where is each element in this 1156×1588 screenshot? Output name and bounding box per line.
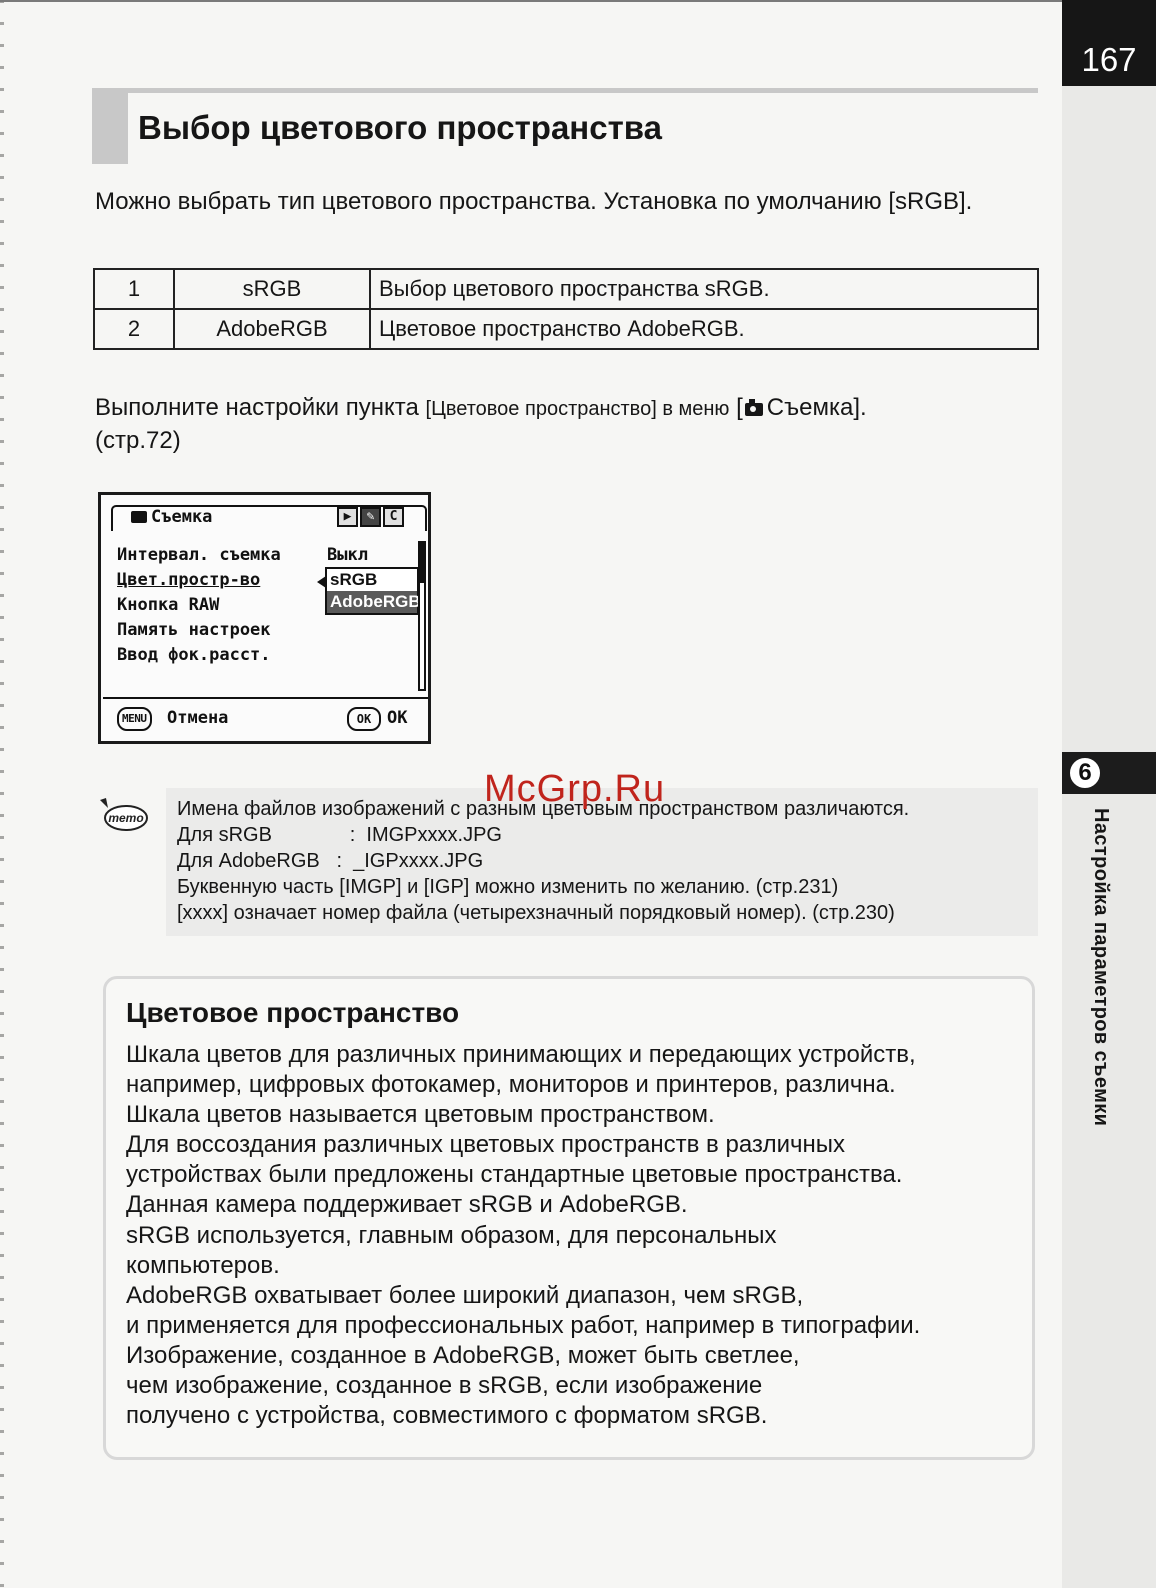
page-title: Выбор цветового пространства xyxy=(138,109,662,146)
top-rule xyxy=(0,0,1062,2)
menu-button-icon: MENU xyxy=(117,707,152,731)
screen-menu-item: Интервал. съемка xyxy=(117,545,281,565)
memo-line: [xxxx] означает номер файла (четырехзначный порядковый номер). (стр.230) xyxy=(177,902,895,924)
glossary-line: устройствах были предложены стандартные цветовые пространства. xyxy=(126,1161,903,1189)
page-number: 167 xyxy=(1081,41,1137,78)
glossary-text xyxy=(126,1040,920,1431)
instruction-item: [Цветовое пространство] в меню xyxy=(425,398,730,420)
glossary-line: sRGB используется, главным образом, для персональных xyxy=(126,1221,777,1249)
chapter-number: 6 xyxy=(1068,756,1102,790)
glossary-line: компьютеров. xyxy=(126,1251,280,1279)
glossary-line: например, цифровых фотокамер, мониторов и принтеров, различна. xyxy=(126,1071,896,1099)
instruction-text xyxy=(95,392,1055,456)
screen-tab-title: Съемка xyxy=(151,507,213,527)
glossary-line: Данная камера поддерживает sRGB и AdobeRGB. xyxy=(126,1191,688,1219)
option-name: AdobeRGB xyxy=(174,309,370,349)
intro-text: Можно выбрать тип цветового пространства. Установка по умолчанию [sRGB]. xyxy=(95,188,973,215)
screen-cancel-label: Отмена xyxy=(167,708,229,728)
option-number: 1 xyxy=(94,269,174,309)
screen-item-value: Выкл xyxy=(327,545,368,565)
custom-tab-icon: C xyxy=(383,507,404,527)
screen-menu-item-selected: Цвет.простр-во xyxy=(117,570,261,590)
heading-block xyxy=(92,88,128,164)
memo-text xyxy=(177,796,909,926)
watermark: McGrp.Ru xyxy=(484,768,666,810)
wrench-tab-icon: ✎ xyxy=(360,507,381,527)
dropdown-option: sRGB xyxy=(330,570,378,589)
glossary-line: Для воссоздания различных цветовых пространств в различных xyxy=(126,1131,846,1159)
glossary-title: Цветовое пространство xyxy=(126,997,460,1028)
glossary-line: получено с устройства, совместимого с форматом sRGB. xyxy=(126,1402,768,1430)
screen-tabs xyxy=(337,507,404,527)
dropdown-option-selected: AdobeRGB xyxy=(327,591,417,613)
memo-line: Для AdobeRGB : _IGPxxxx.JPG xyxy=(177,850,484,872)
camera-icon xyxy=(131,511,147,523)
option-desc: Выбор цветового пространства sRGB. xyxy=(370,269,1038,309)
memo-icon xyxy=(96,796,148,836)
instruction-part2: [ xyxy=(729,394,743,421)
memo-icon-label: memo xyxy=(108,811,144,825)
screen-menu-list xyxy=(117,543,281,668)
ok-button-icon: OK xyxy=(347,707,381,731)
screen-menu-item: Ввод фок.расст. xyxy=(117,645,271,665)
memo-line: Буквенную часть [IMGP] и [IGP] можно изменить по желанию. (стр.231) xyxy=(177,876,839,898)
screen-dropdown xyxy=(325,567,419,615)
option-name: sRGB xyxy=(174,269,370,309)
instruction-menu: Съемка]. xyxy=(766,394,867,421)
memo-line: Имена файлов изображений с разным цветовым пространством различаются. xyxy=(177,798,910,820)
table-row xyxy=(94,269,1038,309)
screen-scrollbar-thumb xyxy=(418,541,426,583)
chapter-title: Настройка параметров съемки xyxy=(1090,808,1112,1127)
screen-menu-item: Кнопка RAW xyxy=(117,595,220,615)
screen-menu-item: Память настроек xyxy=(117,620,271,640)
scan-edge xyxy=(0,0,4,1588)
glossary-line: и применяется для профессиональных работ, например в типографии. xyxy=(126,1311,921,1339)
glossary-line: Изображение, созданное в AdobeRGB, может быть светлее, xyxy=(126,1341,800,1369)
instruction-ref: (стр.72) xyxy=(95,427,181,454)
camera-menu-screen xyxy=(98,492,431,744)
glossary-line: Шкала цветов для различных принимающих и передающих устройств, xyxy=(126,1041,916,1068)
table-row xyxy=(94,309,1038,349)
options-table xyxy=(93,268,1039,350)
heading-rule xyxy=(92,88,1038,93)
instruction-part1: Выполните настройки пункта xyxy=(95,394,426,421)
glossary-line: Шкала цветов называется цветовым пространством. xyxy=(126,1101,715,1129)
option-desc: Цветовое пространство AdobeRGB. xyxy=(370,309,1038,349)
option-number: 2 xyxy=(94,309,174,349)
memo-line: Для sRGB : IMGPxxxx.JPG xyxy=(177,824,502,846)
glossary-line: чем изображение, созданное в sRGB, если изображение xyxy=(126,1372,763,1400)
camera-icon xyxy=(745,403,763,416)
screen-divider xyxy=(103,697,428,699)
playback-tab-icon: ▶ xyxy=(337,507,358,527)
glossary-line: AdobeRGB охватывает более широкий диапазон, чем sRGB, xyxy=(126,1281,804,1309)
screen-ok-label: OK xyxy=(387,708,408,728)
side-bar xyxy=(1062,0,1156,1588)
